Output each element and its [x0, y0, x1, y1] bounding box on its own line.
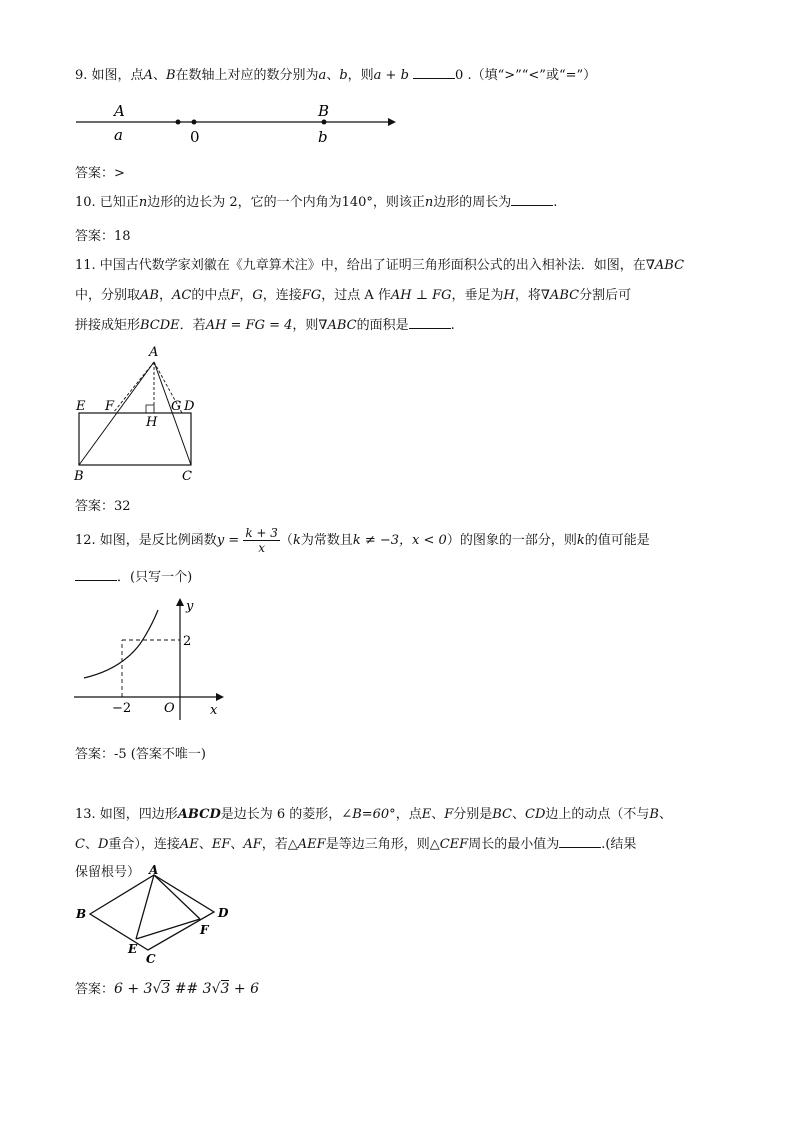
label-A: A [149, 345, 159, 360]
label-C: C [146, 952, 156, 966]
q13-line1: 13. 如图，四边形ABCD是边长为 6 的菱形，∠B=60°，点E、F分别是BC、CD边上的动点（不与B、 [75, 807, 672, 822]
q11-triangle-rectangle-figure [70, 340, 210, 490]
point-a [176, 120, 181, 125]
sqrt-icon: √ [211, 981, 221, 997]
label-G: G [171, 399, 182, 414]
q9-stem: 9. 如图，点A、B在数轴上对应的数分别为a、b，则a + b 0 .（填“>”“<”或“=”） [75, 68, 597, 83]
label-x: x [210, 703, 218, 718]
x-axis-arrow-icon [216, 693, 224, 701]
q11-line1: 11. 中国古代数学家刘徽在《九章算术注》中，给出了证明三角形面积公式的出入相补法．如图，在∇ABC [75, 258, 685, 273]
label-F: F [200, 923, 209, 937]
label-F: F [105, 399, 115, 414]
label-H: H [146, 415, 158, 430]
label-A: A [114, 102, 125, 120]
q9-answer-blank [413, 66, 455, 79]
label-a: a [114, 126, 123, 144]
sqrt-icon: √ [152, 981, 162, 997]
q12-answer-blank [75, 568, 117, 581]
label-A: A [149, 863, 159, 877]
point-zero [192, 120, 197, 125]
point-b [322, 120, 327, 125]
axis-arrow-icon [388, 118, 396, 126]
label-B: B [74, 469, 84, 484]
label-zero: 0 [190, 128, 200, 146]
q13-answer: 答案：6 + 3√3 ## 3√3 + 6 [75, 981, 259, 997]
q13-answer-blank [559, 835, 601, 848]
q10-answer: 答案：18 [75, 229, 131, 244]
label-y: y [186, 599, 194, 614]
q12-function-graph-figure [70, 592, 230, 727]
label-B: B [76, 907, 87, 921]
segment-ef [136, 919, 200, 939]
rhombus-abcd [90, 875, 214, 950]
rectangle-bcde [79, 413, 191, 465]
label-E: E [76, 399, 86, 414]
q9-number-line-figure [70, 98, 400, 148]
label-C: C [182, 469, 192, 484]
q12-line2: ．(只写一个) [75, 568, 192, 588]
q13-rhombus-figure [70, 862, 240, 967]
label-B: B [318, 102, 330, 120]
fraction: $\frac{k + 3}{x}$ [245, 526, 278, 555]
q9-answer: 答案：> [75, 166, 125, 181]
label-O: O [164, 701, 175, 716]
q10-stem: 10. 已知正n边形的边长为 2，它的一个内角为140°，则该正n边形的周长为 . [75, 195, 558, 210]
right-angle-mark [146, 405, 154, 413]
label-E: E [128, 942, 138, 956]
label-D: D [218, 906, 229, 920]
hyperbola-curve [84, 610, 158, 678]
q11-line3: 拼接成矩形BCDE．若AH = FG = 4，则∇ABC的面积是 . [75, 318, 455, 333]
q13-line3: 保留根号） [75, 865, 141, 880]
q12-stem: 12. 如图，是反比例函数y = $\frac{k + 3}{x}$ （k为常数且k ≠ −3，x < 0）的图象的一部分，则k的值可能是 [75, 526, 650, 555]
q11-line2: 中，分别取AB，AC的中点F，G，连接FG，过点 A 作AH ⊥ FG，垂足为H，将∇ABC分割后可 [75, 288, 632, 303]
segment-af [154, 875, 200, 919]
label-two: 2 [183, 634, 192, 649]
q13-line2: C、D重合），连接AE、EF、AF，若△AEF是等边三角形，则△CEF周长的最小值为 .(结果 [75, 837, 637, 852]
q10-answer-blank [511, 193, 553, 206]
label-D: D [184, 399, 195, 414]
q11-answer: 答案：32 [75, 499, 131, 514]
label-neg2: −2 [112, 701, 132, 716]
q12-answer: 答案：-5 (答案不唯一) [75, 747, 206, 762]
q11-answer-blank [409, 316, 451, 329]
label-b: b [318, 128, 328, 146]
y-axis-arrow-icon [176, 598, 184, 606]
